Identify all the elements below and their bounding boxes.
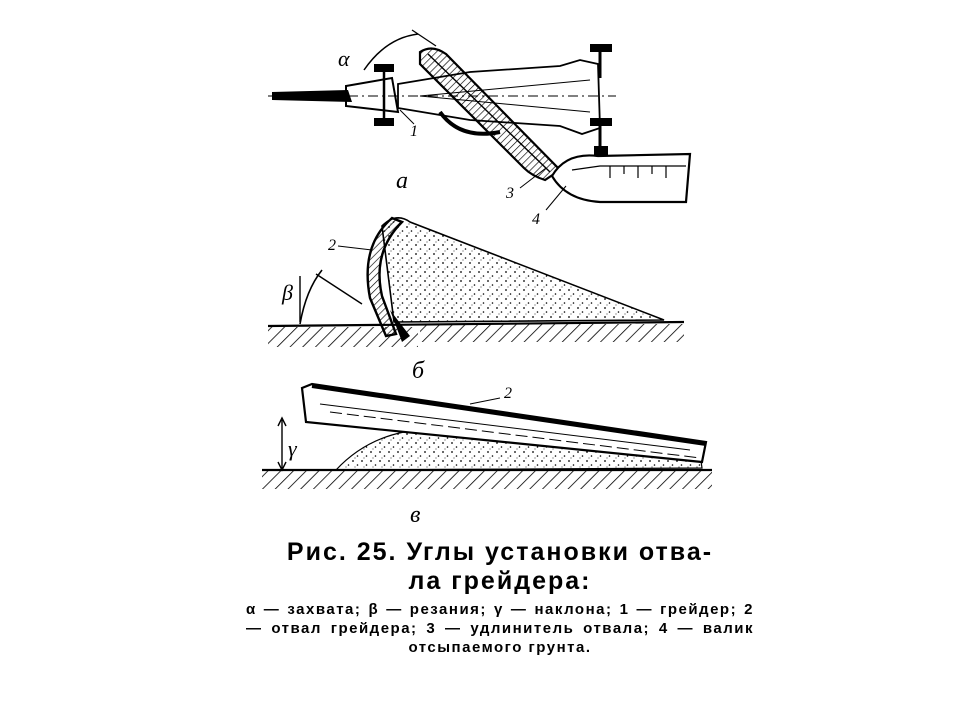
view-b-letter: б bbox=[412, 358, 425, 384]
callout-2-label-b: 2 bbox=[328, 237, 336, 254]
view-c-front bbox=[262, 384, 712, 528]
alpha-angle-label: α bbox=[338, 46, 350, 71]
caption-legend: α — захвата; β — резания; γ — наклона; 1 — грейдер; 2 — отвал грейдера; 3 — удлинитель отвала; 4 — валик отсыпаемого грунта. bbox=[246, 601, 754, 656]
view-a-letter: а bbox=[396, 168, 408, 194]
callout-2-label-c: 2 bbox=[504, 385, 512, 402]
view-b-section bbox=[268, 218, 684, 384]
view-c-letter: в bbox=[410, 502, 421, 528]
caption-title bbox=[240, 538, 760, 596]
caption-title-line-1: Рис. 25. Углы установки отва- bbox=[286, 538, 714, 566]
caption-title-line-2: ла грейдера: bbox=[408, 567, 592, 595]
callout-4-label: 4 bbox=[532, 211, 540, 228]
gamma-angle-label: γ bbox=[288, 436, 297, 461]
beta-angle-label: β bbox=[282, 280, 293, 305]
view-a-plan bbox=[268, 30, 690, 228]
callout-3-label: 3 bbox=[506, 185, 514, 202]
callout-1-label: 1 bbox=[410, 123, 418, 140]
figure-caption bbox=[240, 538, 760, 657]
